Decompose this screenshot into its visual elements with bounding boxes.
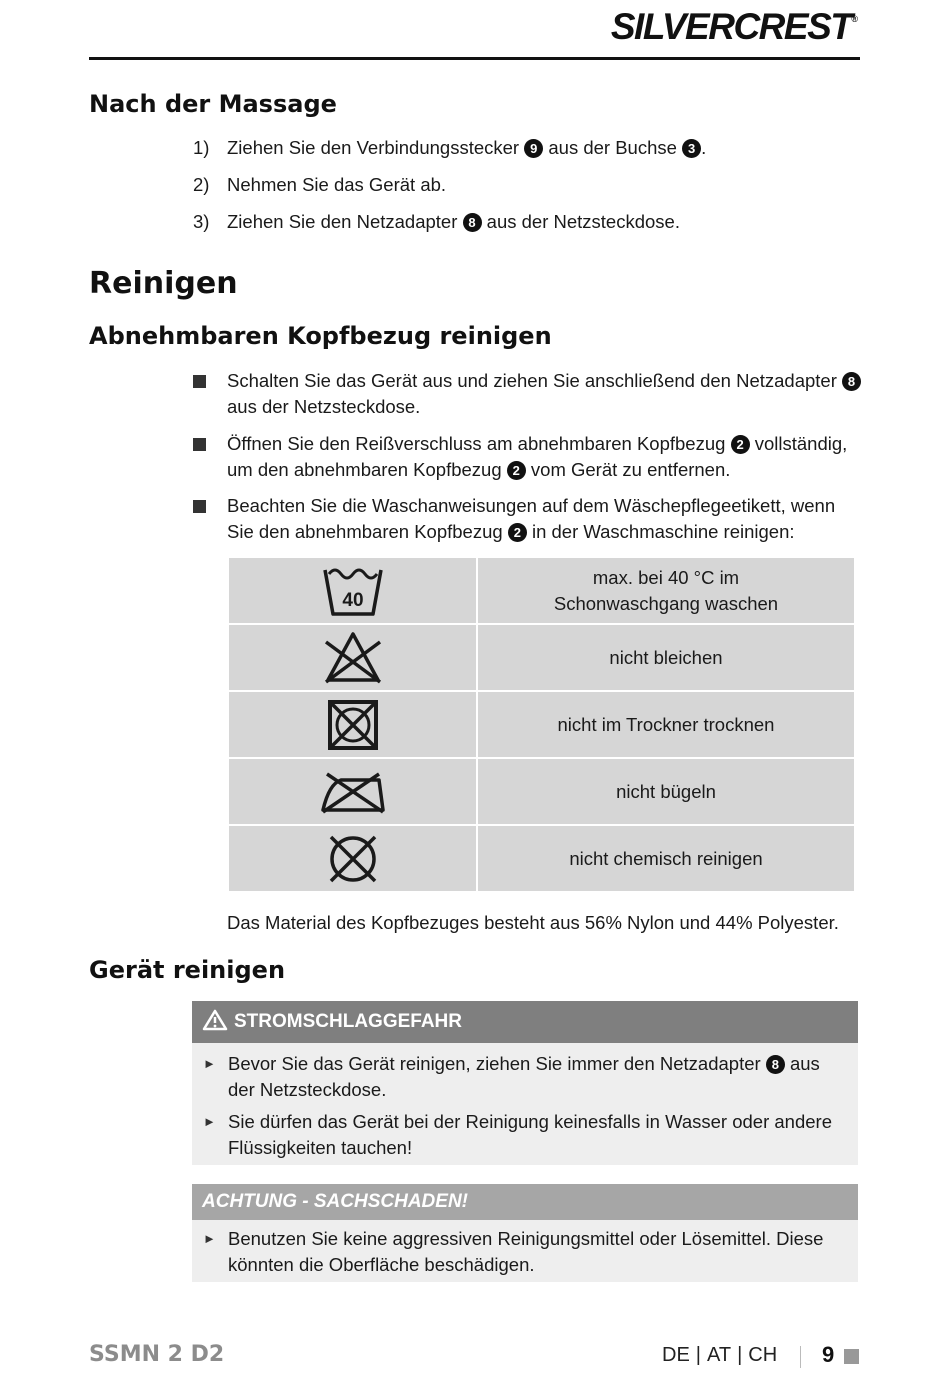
- header-rule: [89, 57, 860, 60]
- caution-item: ► Benutzen Sie keine aggressiven Reinigungsmittel oder Lösemittel. Diese könnten die Oberfläche beschädigen.: [203, 1228, 824, 1275]
- heading-remove-cover: Abnehmbaren Kopfbezug reinigen: [89, 322, 552, 350]
- care-description-cell: nicht bleichen: [478, 625, 854, 690]
- no-bleach-icon: [322, 630, 384, 686]
- material-note: Das Material des Kopfbezuges besteht aus 56% Nylon und 44% Polyester.: [227, 912, 839, 933]
- callout-2-icon: 2: [731, 435, 750, 454]
- brand-logo: SILVERCREST®: [610, 6, 858, 47]
- callout-9-icon: 9: [524, 139, 543, 158]
- warning-triangle-icon: [202, 1009, 228, 1031]
- arrow-bullet-icon: ►: [203, 1231, 216, 1246]
- footer-divider: [800, 1346, 801, 1368]
- wash-40-icon: [321, 562, 385, 620]
- danger-heading: STROMSCHLAGGEFAHR: [192, 1001, 858, 1043]
- manual-page: SILVERCREST® Nach der Massage 1) Ziehen Sie den Verbindungsstecker 9 aus der Buchse 3 . 2) Nehmen Sie das Gerät ab. 3) Ziehen Sie den Netzadapter 8 aus der Netzsteckdose. Reinigen Abnehmbaren Kopfbezug reinigen Schalten Sie das Gerät aus und ziehen Sie anschließend den Netzadapter 8 aus der Netzsteckdose. Öffnen Sie den Reißverschluss am abnehmbaren Kopfbezug 2 vollständig, um den abnehmbaren Kopfbezug 2 vom Gerät zu entfernen. Beachten Sie die Waschanweisungen auf dem Wäschepflegeetikett, wenn Sie den abnehmbaren Kopfbezug 2 in der Waschmaschine reinigen: 40 max. bei 40 °C im Schonwaschgang waschen nicht bleichen nicht im Trockner trocknen nicht bügeln nicht chemisch reinigen Das Material des Kopfbezuges besteht aus 56% Nylon und 44% Polyester. Gerät reinigen STROMSCHLAGGEFAHR ► Bevor Sie das Gerät reinigen, ziehen Sie immer den Netzadapter 8 aus der Netzsteckdose. ► Sie dürfen das Gerät bei der Reinigung keinesfalls in Wasser oder andere Flüssigkeiten tauchen! ACHTUNG - SACHSCHADEN! ► Benutzen Sie keine aggressiven Reinigungsmittel oder Lösemittel. Diese könnten die Oberfläche beschädigen. SSMN 2 D2 DE | AT | CH 9: [0, 0, 950, 1374]
- care-description-cell: nicht im Trockner trocknen: [478, 692, 854, 757]
- care-description-cell: nicht chemisch reinigen: [478, 826, 854, 891]
- care-description-cell: nicht bügeln: [478, 759, 854, 824]
- heading-cleaning: Reinigen: [89, 266, 238, 301]
- care-symbol-cell: [229, 625, 476, 690]
- callout-8-icon: 8: [463, 213, 482, 232]
- care-symbol-cell: [229, 759, 476, 824]
- care-symbol-cell: [229, 692, 476, 757]
- bullet-square-icon: [193, 500, 206, 513]
- no-iron-icon: [319, 768, 387, 816]
- caution-heading: ACHTUNG - SACHSCHADEN!: [192, 1184, 858, 1220]
- table-row: [229, 558, 854, 623]
- care-label-table: [227, 556, 856, 893]
- callout-3-icon: 3: [682, 139, 701, 158]
- bullet-square-icon: [193, 438, 206, 451]
- arrow-bullet-icon: ►: [203, 1056, 216, 1071]
- bullet-square-icon: [193, 375, 206, 388]
- care-description-cell: max. bei 40 °C im Schonwaschgang waschen: [478, 558, 854, 623]
- step-item: 3) Ziehen Sie den Netzadapter 8 aus der Netzsteckdose.: [193, 211, 680, 232]
- step-item: 2) Nehmen Sie das Gerät ab.: [193, 174, 447, 195]
- callout-8-icon: 8: [766, 1055, 785, 1074]
- arrow-bullet-icon: ►: [203, 1114, 216, 1129]
- no-tumble-dry-icon: [325, 698, 381, 752]
- heading-device-cleaning: Gerät reinigen: [89, 956, 286, 984]
- step-item: 1) Ziehen Sie den Verbindungsstecker 9 aus der Buchse 3 .: [193, 137, 707, 158]
- danger-item: ► Bevor Sie das Gerät reinigen, ziehen Sie immer den Netzadapter 8 aus der Netzsteckdose.: [203, 1053, 820, 1100]
- danger-box: [192, 1001, 858, 1165]
- page-number: 9: [822, 1342, 835, 1367]
- callout-8-icon: 8: [842, 372, 861, 391]
- svg-text:40: 40: [341, 589, 364, 611]
- danger-item: ► Sie dürfen das Gerät bei der Reinigung keinesfalls in Wasser oder andere Flüssigkeiten tauchen!: [203, 1111, 832, 1158]
- care-symbol-cell: [229, 826, 476, 891]
- no-dry-clean-icon: [325, 831, 381, 887]
- footer-model: SSMN 2 D2: [89, 1342, 225, 1367]
- table-row: [229, 826, 854, 891]
- table-row: [229, 692, 854, 757]
- heading-after-massage: Nach der Massage: [89, 90, 337, 118]
- care-symbol-cell: [229, 558, 476, 623]
- callout-2-icon: 2: [508, 523, 527, 542]
- page-marker-square: [844, 1349, 859, 1364]
- table-row: [229, 759, 854, 824]
- table-row: [229, 625, 854, 690]
- callout-2-icon: 2: [507, 461, 526, 480]
- caution-box: [192, 1184, 858, 1282]
- footer-languages: DE | AT | CH: [662, 1344, 778, 1366]
